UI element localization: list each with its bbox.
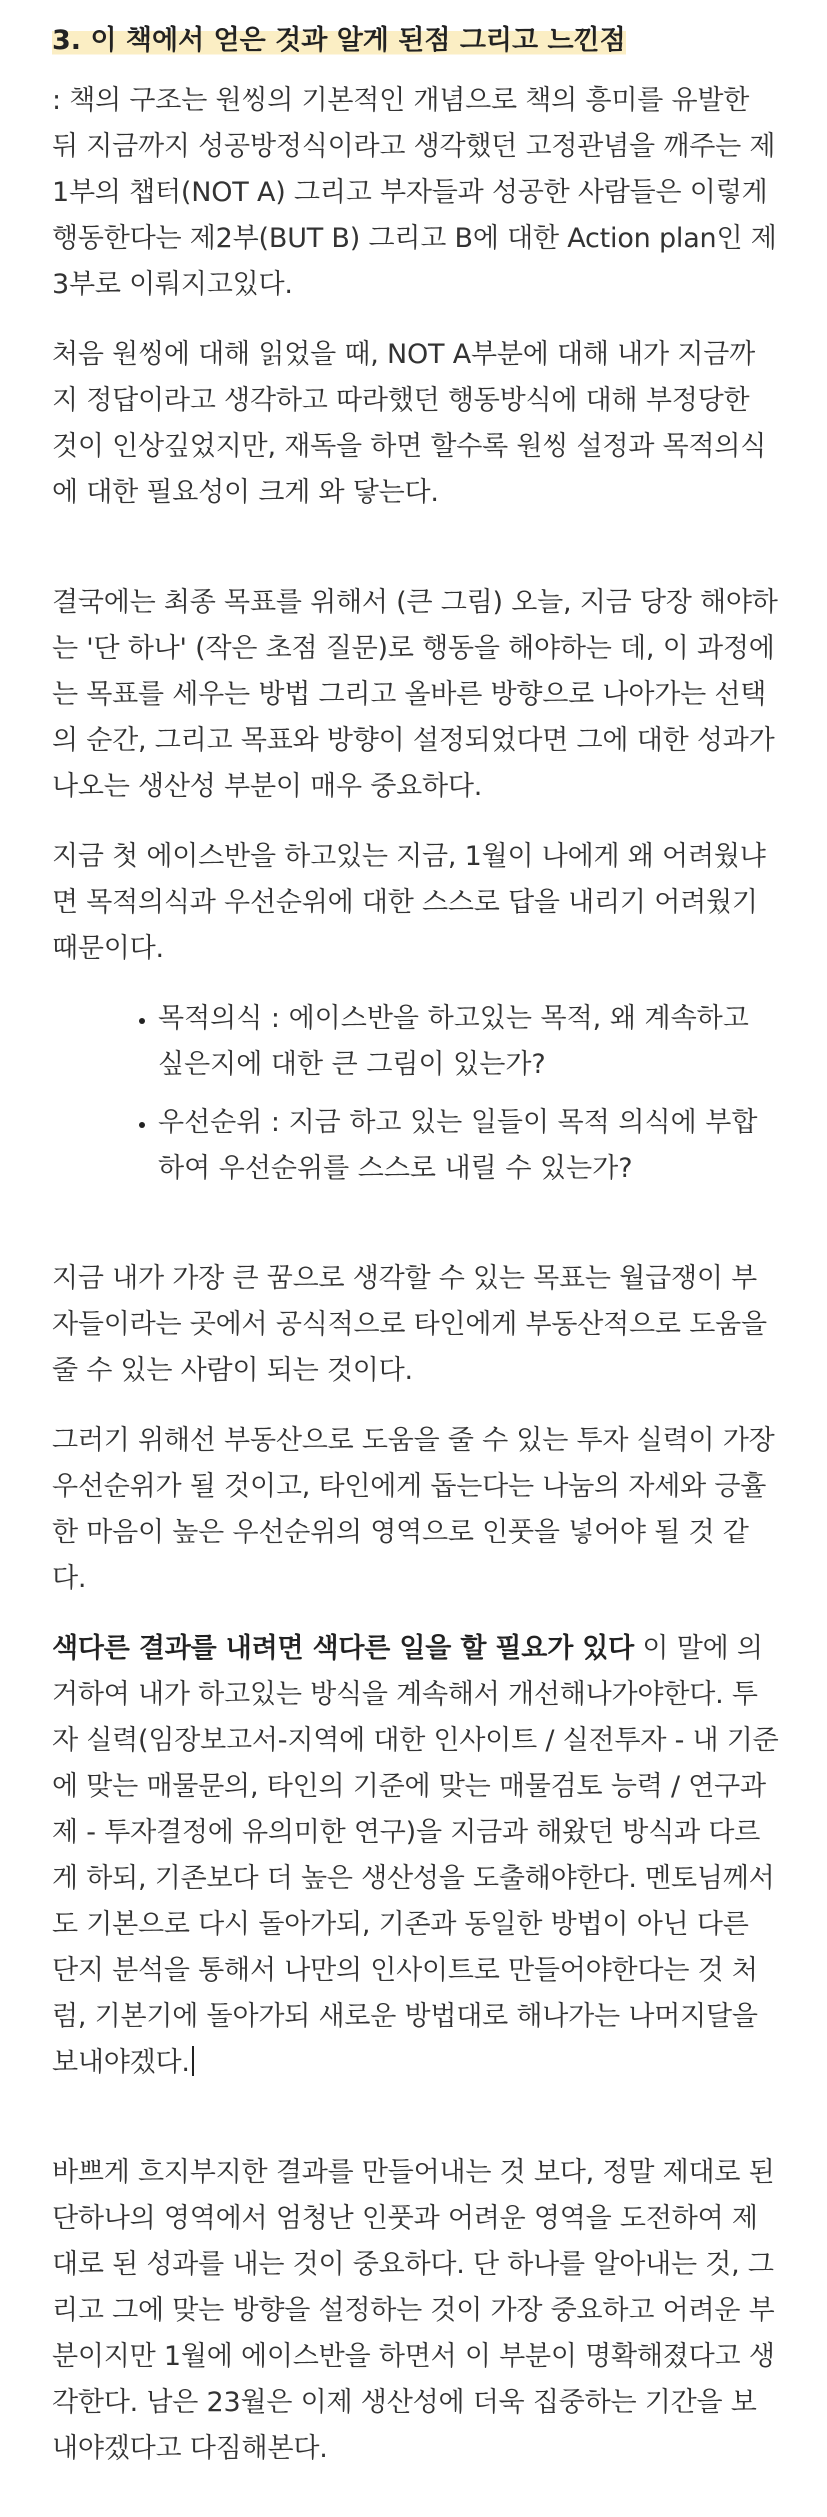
bullet-priority: • 우선순위 : 지금 하고 있는 일들이 목적 의식에 부합하여 우선순위를 스스로 내릴 수 있는가? [158, 1100, 780, 1192]
paragraph-conclusion: 바쁘게 흐지부지한 결과를 만들어내는 것 보다, 정말 제대로 된 단하나의 영역에서 엄청난 인풋과 어려운 영역을 도전하여 제대로 된 성과를 내는 것이 중요하다. 단 하나를 알아내는 것, 그리고 그에 맞는 방향을 설정하는 것이 가장 중요하고 어려운 부분이지만 1월에 에이스반을 하면서 이 부분이 명확해졌다고 생각한다. 남은 23월은 이제 생산성에 더욱 집중하는 기간을 보내야겠다고 다짐해본다. [52, 2157, 775, 2464]
paragraph-first-reading: 처음 원씽에 대해 읽었을 때, NOT A부분에 대해 내가 지금까지 정답이라고 생각하고 따라했던 행동방식에 대해 부정당한 것이 인상깊었지만, 재독을 하면 할수록 원씽 설정과 목적의식에 대한 필요성이 크게 와 닿는다. [52, 339, 767, 508]
paragraph-different-results [52, 1626, 780, 2086]
paragraph-biggest-dream: 지금 내가 가장 큰 꿈으로 생각할 수 있는 목표는 월급쟁이 부자들이라는 곳에서 공식적으로 타인에게 부동산적으로 도움을 줄 수 있는 사람이 되는 것이다. [52, 1263, 767, 1386]
paragraph-ace-class: 지금 첫 에이스반을 하고있는 지금, 1월이 나에게 왜 어려웠냐면 목적의식과 우선순위에 대한 스스로 답을 내리기 어려웠기 때문이다. [52, 841, 766, 964]
section-heading-wrap [52, 18, 780, 64]
bold-quote: 색다른 결과를 내려면 색다른 일을 할 필요가 있다 [52, 1633, 635, 1664]
bullet-purpose: • 목적의식 : 에이스반을 하고있는 목적, 왜 계속하고 싶은지에 대한 큰 그림이 있는가? [158, 996, 780, 1088]
paragraph-investment-skill: 그러기 위해선 부동산으로 도움을 줄 수 있는 투자 실력이 가장 우선순위가 될 것이고, 타인에게 돕는다는 나눔의 자세와 긍휼한 마음이 높은 우선순위의 영역으로 인풋을 넣어야 될 것 같다. [52, 1425, 775, 1594]
paragraph-book-structure: : 책의 구조는 원씽의 기본적인 개념으로 책의 흥미를 유발한 뒤 지금까지 성공방정식이라고 생각했던 고정관념을 깨주는 제1부의 챕터(NOT A) 그리고 부자들과 성공한 사람들은 이렇게 행동한다는 제2부(BUT B) 그리고 B에 대한 Action plan인 제3부로 이뤄지고있다. [52, 85, 777, 300]
paragraph-different-results-text: 이 말에 의거하여 내가 하고있는 방식을 계속해서 개선해나가야한다. 투자 실력(임장보고서-지역에 대한 인사이트 / 실전투자 - 내 기준에 맞는 매물문의, 타인의 기준에 맞는 매물검토 능력 / 연구과제 - 투자결정에 유의미한 연구)을 지금과 해왔던 방식과 다르게 하되, 기존보다 더 높은 생산성을 도출해야한다. 멘토님께서도 기본으로 다시 돌아가되, 기존과 동일한 방법이 아닌 다른 단지 분석을 통해서 나만의 인사이트로 만들어야한다는 것 처럼, 기본기에 돌아가되 새로운 방법대로 해나가는 나머지달을 보내야겠다. [52, 1633, 779, 2078]
document-body [52, 18, 780, 2496]
text-cursor [192, 2046, 194, 2076]
paragraph-final-goal: 결국에는 최종 목표를 위해서 (큰 그림) 오늘, 지금 당장 해야하는 '단 하나' (작은 초점 질문)로 행동을 해야하는 데, 이 과정에는 목표를 세우는 방법 그리고 올바른 방향으로 나아가는 선택의 순간, 그리고 목표와 방향이 설정되었다면 그에 대한 성과가 나오는 생산성 부분이 매우 중요하다. [52, 587, 778, 802]
section-heading: 3. 이 책에서 얻은 것과 알게 된점 그리고 느낀점 [52, 25, 626, 56]
bullet-list [52, 996, 780, 1192]
